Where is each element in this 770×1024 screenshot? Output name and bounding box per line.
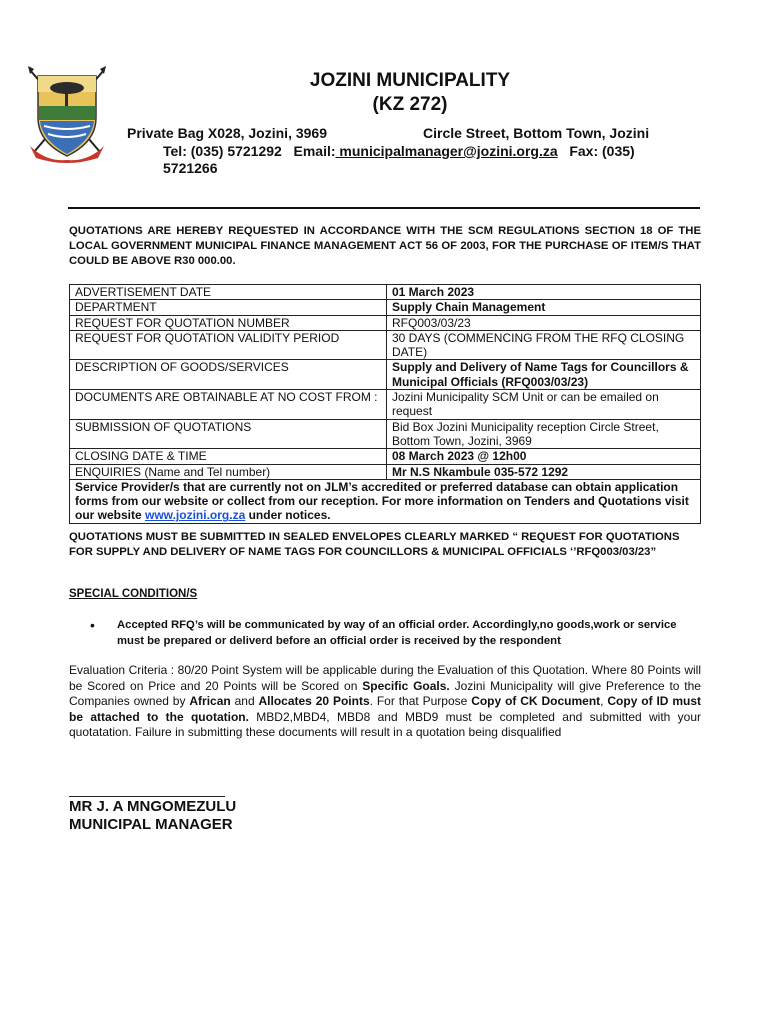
row-value: RFQ003/03/23	[387, 315, 701, 330]
row-value: Jozini Municipality SCM Unit or can be emailed on request	[387, 390, 701, 420]
eval-text: ,	[600, 694, 608, 708]
table-row	[70, 419, 701, 449]
rfq-info-table	[69, 284, 701, 524]
municipal-crest-logo	[26, 66, 108, 166]
signature-line	[69, 796, 225, 797]
contact-line	[163, 143, 635, 159]
eval-text: Evaluation Criteria : 80/20 Point System will be applicable during the Evaluation of this Quotation. Where 80 Points will be Scored on Price and 20 Points will be Scored on	[69, 663, 701, 693]
row-value: Supply and Delivery of Name Tags for Councillors & Municipal Officials (RFQ003/03/23)	[387, 360, 701, 390]
row-label: SUBMISSION OF QUOTATIONS	[70, 419, 387, 449]
evaluation-criteria	[69, 663, 701, 741]
row-label: DESCRIPTION OF GOODS/SERVICES	[70, 360, 387, 390]
row-label: ENQUIRIES (Name and Tel number)	[70, 464, 387, 479]
eval-text: . For that Purpose	[369, 694, 472, 708]
row-value: Supply Chain Management	[387, 300, 701, 315]
table-row	[70, 360, 701, 390]
eval-bold: Copy of ID must be attached to the quotation.	[69, 694, 702, 724]
row-label: DOCUMENTS ARE OBTAINABLE AT NO COST FROM :	[70, 390, 387, 420]
special-conditions-heading: SPECIAL CONDITION/S	[69, 588, 198, 600]
fax: Fax: (035)	[569, 143, 635, 159]
email-label: Email:	[293, 143, 336, 159]
eval-bold: Copy of CK Document	[471, 694, 601, 708]
table-row	[70, 464, 701, 479]
row-label: CLOSING DATE & TIME	[70, 449, 387, 464]
footer-text: Service Provider/s that are currently not on JLM’s accredited or preferred database can obtain application forms from our website or collect from our reception. For more information on Tenders and Quotations visit our website	[75, 479, 689, 523]
table-row	[70, 330, 701, 360]
eval-bold: Allocates 20 Points	[258, 694, 370, 708]
footer-end: under notices.	[245, 508, 331, 523]
row-value: 01 March 2023	[387, 285, 701, 300]
signatory-position: MUNICIPAL MANAGER	[69, 816, 233, 833]
fax-continued: 5721266	[163, 160, 218, 176]
table-row	[70, 315, 701, 330]
table-footer	[70, 479, 701, 523]
intro-paragraph: QUOTATIONS ARE HEREBY REQUESTED IN ACCORDANCE WITH THE SCM REGULATIONS SECTION 18 OF THE LOCAL GOVERNMENT MUNICIPAL FINANCE MANAGEMENT ACT 56 OF 2003, FOR THE PURCHASE OF ITEM/S THAT COULD BE ABOVE R30 000.00.	[69, 225, 701, 267]
table-row	[70, 300, 701, 315]
telephone: Tel: (035) 5721292	[163, 143, 282, 159]
special-condition-item: Accepted RFQ’s will be communicated by way of an official order. Accordingly,no goods,work or service must be prepared or deliverd before an official order is received by the respondent	[117, 619, 677, 647]
row-label: ADVERTISEMENT DATE	[70, 285, 387, 300]
municipality-title: JOZINI MUNICIPALITY	[309, 70, 511, 91]
submission-instructions: QUOTATIONS MUST BE SUBMITTED IN SEALED ENVELOPES CLEARLY MARKED “ REQUEST FOR QUOTATIONS FOR SUPPLY AND DELIVERY OF NAME TAGS FOR COUNCILLORS & MUNICIPAL OFFICIALS ‘’RFQ003/03/23”	[69, 531, 680, 558]
municipality-code: (KZ 272)	[372, 94, 448, 115]
table-row	[70, 390, 701, 420]
postal-address: Private Bag X028, Jozini, 3969	[127, 125, 327, 141]
header-divider	[68, 207, 700, 209]
eval-text: MBD2,MBD4, MBD8 and MBD9 must be completed and submitted with your quotatation. Failure in submitting these documents will result in a quotation being disqualified	[69, 709, 701, 739]
row-value: 08 March 2023 @ 12h00	[387, 449, 701, 464]
table-row	[70, 285, 701, 300]
signatory-name: MR J. A MNGOMEZULU	[69, 798, 237, 815]
row-value: 30 DAYS (COMMENCING FROM THE RFQ CLOSING DATE)	[387, 330, 701, 360]
email-link[interactable]: municipalmanager@jozini.org.za	[335, 143, 558, 159]
eval-bold: Specific Goals.	[362, 678, 450, 693]
row-label: REQUEST FOR QUOTATION NUMBER	[70, 315, 387, 330]
street-address: Circle Street, Bottom Town, Jozini	[423, 125, 650, 141]
eval-text: Jozini Municipality will give Preference to the Companies owned by	[69, 678, 701, 708]
table-footer-row	[70, 479, 701, 523]
row-label: REQUEST FOR QUOTATION VALIDITY PERIOD	[70, 330, 387, 360]
website-link[interactable]: www.jozini.org.za	[145, 508, 246, 523]
eval-bold: African	[189, 694, 231, 708]
bullet-icon: •	[90, 617, 95, 633]
row-label: DEPARTMENT	[70, 300, 387, 315]
eval-text: and	[230, 694, 259, 708]
table-row	[70, 449, 701, 464]
row-value: Mr N.S Nkambule 035-572 1292	[387, 464, 701, 479]
row-value: Bid Box Jozini Municipality reception Circle Street, Bottom Town, Jozini, 3969	[387, 419, 701, 449]
